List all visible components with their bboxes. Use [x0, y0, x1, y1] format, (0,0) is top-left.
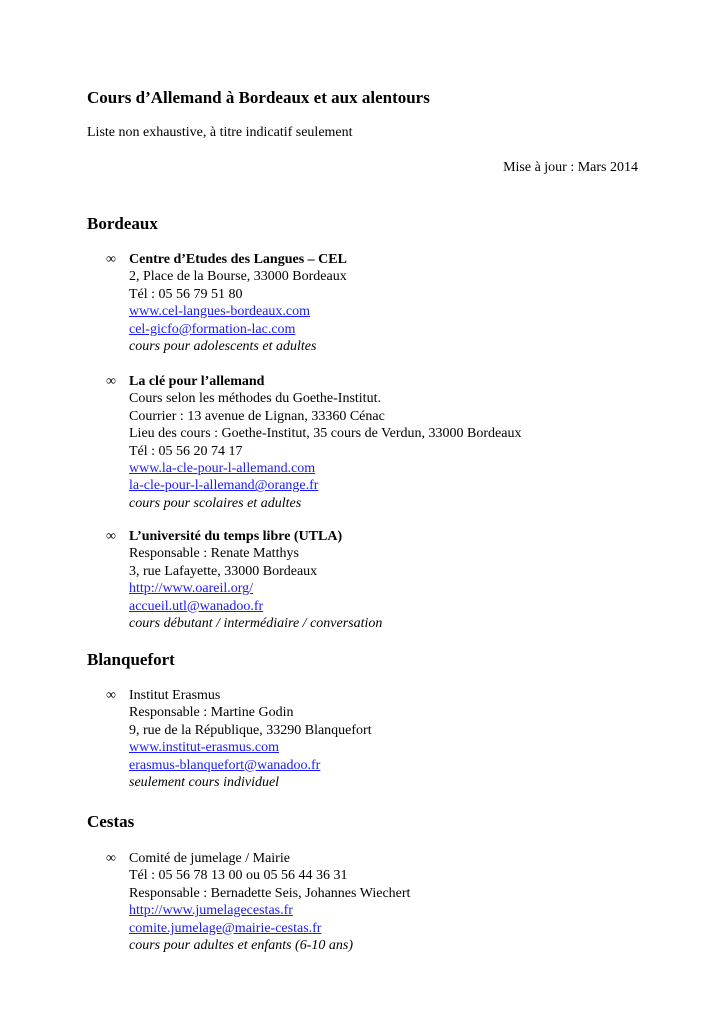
- website-link[interactable]: www.cel-langues-bordeaux.com: [129, 304, 311, 320]
- website-link[interactable]: www.institut-erasmus.com: [129, 740, 279, 756]
- email-link[interactable]: cel-gicfo@formation-lac.com: [129, 321, 296, 337]
- email-link[interactable]: accueil.utl@wanadoo.fr: [129, 598, 264, 614]
- email-link[interactable]: erasmus-blanquefort@wanadoo.fr: [129, 757, 321, 773]
- entry-course-location: Lieu des cours : Goethe-Institut, 35 cours de Verdun, 33000 Bordeaux: [129, 426, 522, 442]
- entry-contact-person: Responsable : Renate Matthys: [129, 546, 299, 562]
- entry-cel: [106, 251, 646, 355]
- entry-note: seulement cours individuel: [129, 775, 280, 791]
- entry-address: 3, rue Lafayette, 33000 Bordeaux: [129, 563, 318, 579]
- entry-name: Comité de jumelage / Mairie: [129, 851, 290, 866]
- entry-name: Institut Erasmus: [129, 688, 221, 703]
- entry-phone: Tél : 05 56 78 13 00 ou 05 56 44 36 31: [129, 868, 348, 884]
- entry-note: cours pour scolaires et adultes: [129, 495, 302, 511]
- update-date: Mise à jour : Mars 2014: [503, 160, 638, 175]
- entry-name: L’université du temps libre (UTLA): [129, 529, 343, 544]
- entry-address: 2, Place de la Bourse, 33000 Bordeaux: [129, 269, 347, 285]
- entry-note: cours débutant / intermédiaire / conversation: [129, 616, 383, 632]
- entry-note: cours pour adolescents et adultes: [129, 339, 317, 355]
- website-link[interactable]: http://www.jumelagecestas.fr: [129, 903, 293, 919]
- bullet-icon: ∞: [106, 374, 116, 389]
- entry-phone: Tél : 05 56 79 51 80: [129, 286, 243, 302]
- website-link[interactable]: http://www.oareil.org/: [129, 581, 254, 597]
- entry-description: Cours selon les méthodes du Goethe-Institut.: [129, 391, 381, 407]
- entry-phone: Tél : 05 56 20 74 17: [129, 443, 243, 459]
- entry-la-cle: [106, 373, 646, 512]
- bullet-icon: ∞: [106, 252, 116, 267]
- bullet-icon: ∞: [106, 529, 116, 544]
- email-link[interactable]: la-cle-pour-l-allemand@orange.fr: [129, 478, 319, 494]
- entry-erasmus: [106, 687, 646, 791]
- section-heading-blanquefort: Blanquefort: [87, 650, 175, 669]
- entry-jumelage: [106, 850, 646, 954]
- email-link[interactable]: comite.jumelage@mairie-cestas.fr: [129, 920, 322, 936]
- bullet-icon: ∞: [106, 688, 116, 703]
- document-subtitle: Liste non exhaustive, à titre indicatif seulement: [87, 125, 353, 140]
- entry-mail-address: Courrier : 13 avenue de Lignan, 33360 Cénac: [129, 408, 385, 424]
- entry-contact-person: Responsable : Martine Godin: [129, 705, 294, 721]
- entry-utla: [106, 528, 646, 632]
- entry-note: cours pour adultes et enfants (6-10 ans): [129, 938, 353, 954]
- entry-name: La clé pour l’allemand: [129, 374, 265, 389]
- entry-name: Centre d’Etudes des Langues – CEL: [129, 252, 347, 267]
- bullet-icon: ∞: [106, 851, 116, 866]
- entry-contact-person: Responsable : Bernadette Seis, Johannes Wiechert: [129, 885, 411, 901]
- section-heading-cestas: Cestas: [87, 812, 135, 831]
- website-link[interactable]: www.la-cle-pour-l-allemand.com: [129, 461, 316, 477]
- entry-address: 9, rue de la République, 33290 Blanquefort: [129, 722, 372, 738]
- section-heading-bordeaux: Bordeaux: [87, 214, 158, 233]
- document-title: Cours d’Allemand à Bordeaux et aux alentours: [87, 88, 430, 107]
